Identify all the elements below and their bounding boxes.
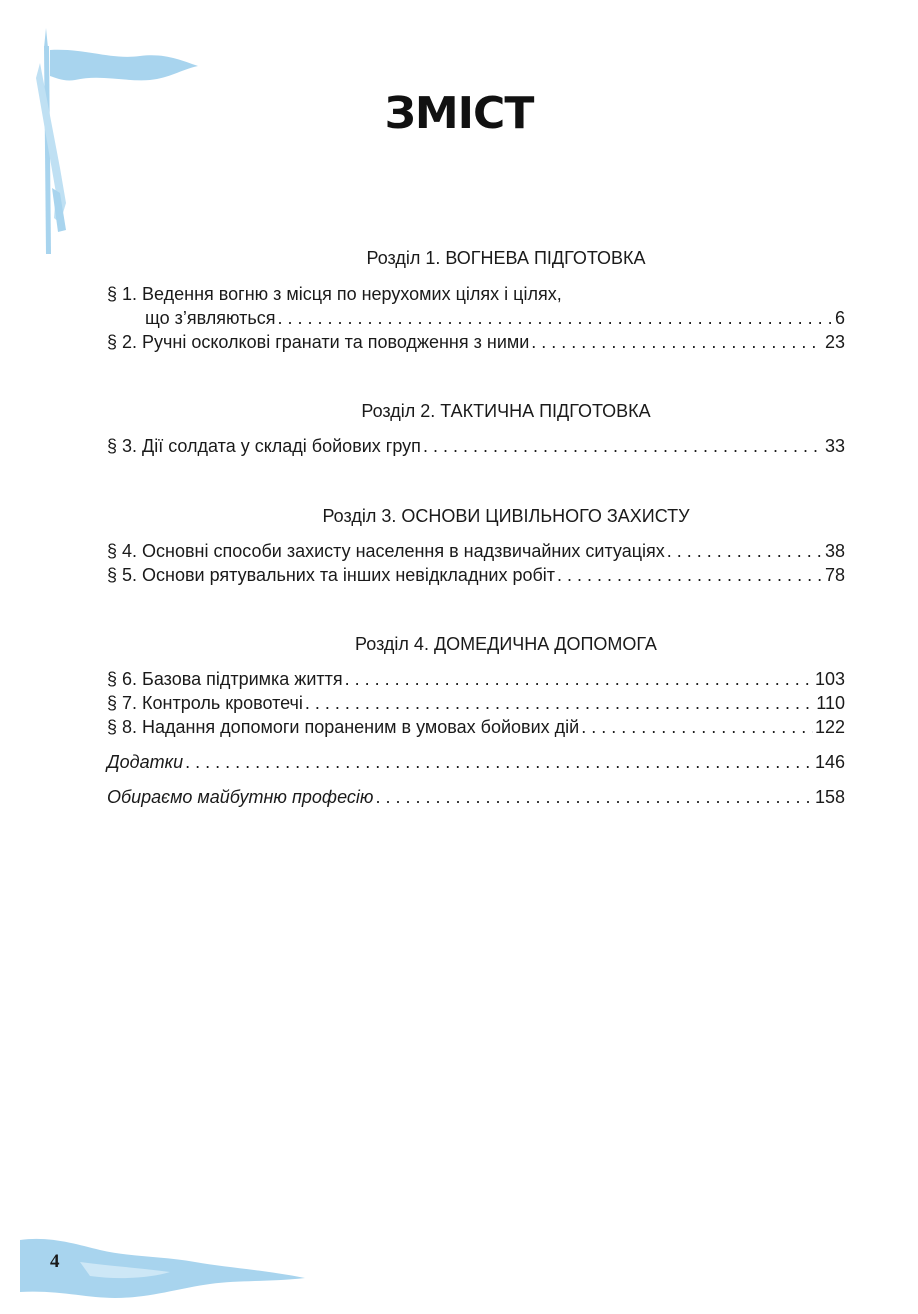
dot-leader (581, 715, 813, 739)
dot-leader (557, 563, 823, 587)
toc-entry-page: 146 (814, 752, 845, 772)
toc-entry-text: Обираємо майбутню професію (107, 787, 374, 807)
toc-entry-page: 38 (824, 541, 845, 561)
flag-wave-decoration-icon (20, 1232, 310, 1307)
toc-entry-text: § 8. Надання допомоги пораненим в умовах бойових дій (107, 717, 580, 737)
toc-entry-text: § 5. Основи рятувальних та інших невідкладних робіт (107, 565, 556, 585)
table-of-contents (107, 246, 845, 809)
dot-leader (305, 691, 814, 715)
dot-leader (375, 785, 812, 809)
section-title-4: Розділ 4. ДОМЕДИЧНА ДОПОМОГА (355, 634, 657, 654)
toc-entry-page: 6 (834, 308, 845, 328)
toc-entry-text: § 6. Базова підтримка життя (107, 669, 343, 689)
dot-leader (278, 306, 833, 330)
toc-entry-text: § 4. Основні способи захисту населення в надзвичайних ситуаціях (107, 541, 665, 561)
toc-entry-page: 110 (816, 693, 845, 713)
dot-leader (345, 667, 813, 691)
toc-entry-1-line1[interactable]: § 1. Ведення вогню з місця по нерухомих цілях і цілях, (107, 284, 562, 304)
toc-entry-page: 78 (824, 565, 845, 585)
toc-entry-4[interactable] (107, 539, 845, 563)
dot-leader (423, 434, 823, 458)
toc-entry-1[interactable] (107, 306, 845, 330)
section-title-1: Розділ 1. ВОГНЕВА ПІДГОТОВКА (366, 248, 646, 268)
toc-entry-page: 103 (814, 669, 845, 689)
toc-entry-text: § 7. Контроль кровотечі (107, 693, 303, 713)
toc-entry-text: що з’являються (145, 308, 276, 328)
page-title: ЗМІСТ (384, 88, 534, 139)
toc-entry-career[interactable] (107, 785, 845, 809)
toc-entry-3[interactable] (107, 434, 845, 458)
toc-entry-6[interactable] (107, 667, 845, 691)
toc-entry-5[interactable] (107, 563, 845, 587)
toc-entry-8[interactable] (107, 715, 845, 739)
section-title-3: Розділ 3. ОСНОВИ ЦИВІЛЬНОГО ЗАХИСТУ (322, 506, 690, 526)
dot-leader (667, 539, 823, 563)
toc-entry-text: § 2. Ручні осколкові гранати та поводження з ними (107, 332, 530, 352)
toc-entry-page: 158 (814, 787, 845, 807)
toc-entry-page: 23 (824, 332, 845, 352)
toc-entry-page: 122 (814, 717, 845, 737)
dot-leader (531, 330, 823, 354)
dot-leader (185, 750, 813, 774)
section-title-2: Розділ 2. ТАКТИЧНА ПІДГОТОВКА (361, 401, 651, 421)
toc-entry-text: Додатки (107, 752, 184, 772)
toc-entry-appendix[interactable] (107, 750, 845, 774)
page-number: 4 (50, 1251, 60, 1272)
toc-entry-page: 33 (824, 436, 845, 456)
toc-entry-2[interactable] (107, 330, 845, 354)
toc-entry-text: § 3. Дії солдата у складі бойових груп (107, 436, 421, 456)
toc-entry-7[interactable] (107, 691, 845, 715)
